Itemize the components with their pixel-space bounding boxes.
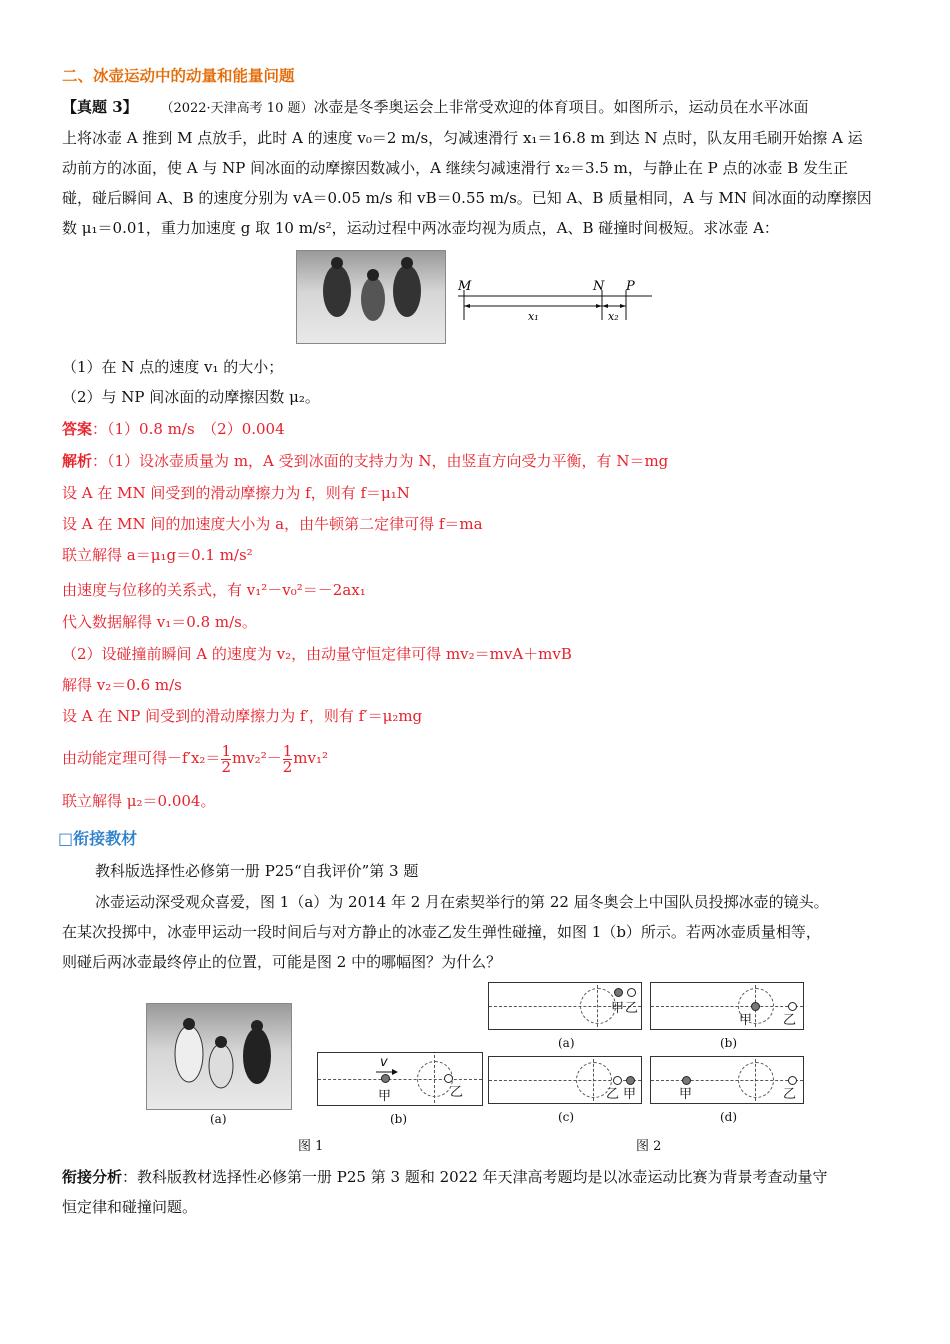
- label-n: N: [593, 279, 605, 294]
- link-analysis-line-1: [62, 1162, 828, 1193]
- fig2a-yi-label: 乙: [625, 1001, 639, 1016]
- fig2a-jia-label: 甲: [611, 1001, 625, 1016]
- fraction-half-2: [282, 741, 293, 776]
- bridge-title: □衔接教材: [58, 829, 138, 848]
- analysis-line-8: 解得 v₂＝0.6 m/s: [62, 676, 182, 694]
- problem-label: 【真题 3】: [62, 98, 138, 116]
- answer-text: ：（1）0.8 m/s （2）0.004: [92, 420, 285, 438]
- analysis-line-10: [62, 736, 328, 780]
- label-x2: x₂: [608, 310, 619, 323]
- bridge-ref: 教科版选择性必修第一册 P25“自我评价”第 3 题: [95, 862, 419, 880]
- fig2c-rink: [488, 1056, 642, 1104]
- fig2c-caption: (c): [558, 1110, 575, 1124]
- fig2d-yi-label: 乙: [783, 1087, 797, 1102]
- fig2d-centerline: [651, 1080, 803, 1081]
- problem-line-4: 碰，碰后瞬间 A、B 的速度分别为 vA＝0.05 m/s 和 vB＝0.55 m/s。已知 A、B 质量相同，A 与 MN 间冰面的动摩擦因: [62, 189, 872, 207]
- mnp-line-diagram: [450, 272, 660, 328]
- fig2c-jia-label: 甲: [623, 1087, 637, 1102]
- fig2d-house: [738, 1062, 774, 1098]
- analysis-line-2: 设 A 在 MN 间受到的滑动摩擦力为 f，则有 f＝μ₁N: [62, 484, 410, 502]
- link-analysis-text-1: ：教科版教材选择性必修第一册 P25 第 3 题和 2022 年天津高考题均是以冰壶运动比赛为背景考查动量守: [122, 1168, 828, 1186]
- question-2: （2）与 NP 间冰面的动摩擦因数 μ₂。: [62, 388, 320, 406]
- link-analysis-line-2: 恒定律和碰撞问题。: [62, 1198, 198, 1216]
- fig1a-photo-figures: [147, 1004, 291, 1109]
- answer-label: 答案: [62, 420, 93, 438]
- label-m: M: [458, 279, 472, 294]
- fig1b-rink: [317, 1052, 483, 1106]
- analysis-text-1: ：（1）设冰壶质量为 m，A 受到冰面的支持力为 N，由竖直方向受力平衡，有 N＝mg: [92, 452, 669, 470]
- analysis-line-1: [62, 446, 668, 477]
- analysis-line-5: 由速度与位移的关系式，有 v₁²－v₀²＝－2ax₁: [62, 581, 366, 599]
- energy-eq-end: mv₁²: [293, 749, 328, 767]
- bridge-para-1: 冰壶运动深受观众喜爱，图 1（a）为 2014 年 2 月在索契举行的第 22 届冬奥会上中国队员投掷冰壶的镜头。: [95, 893, 829, 911]
- curling-photo-figures: [297, 251, 445, 343]
- fig1a-caption: (a): [210, 1112, 227, 1126]
- fig2b-jia-label: 甲: [739, 1013, 753, 1028]
- fig1b-stone-jia: [381, 1074, 390, 1083]
- section-title: 二、冰壶运动中的动量和能量问题: [62, 67, 295, 85]
- bridge-para-2: 在某次投掷中，冰壶甲运动一段时间后与对方静止的冰壶乙发生弹性碰撞，如图 1（b）所示。若两冰壶质量相等，: [62, 923, 821, 941]
- problem-line-5: 数 μ₁＝0.01，重力加速度 g 取 10 m/s²，运动过程中两冰壶均视为质点，A、B 碰撞时间极短。求冰壶 A：: [62, 219, 779, 237]
- fraction-half-1: [221, 741, 231, 776]
- fig2b-caption: (b): [720, 1036, 738, 1050]
- link-analysis-label: 衔接分析: [62, 1168, 123, 1186]
- fig2-caption: 图 2: [636, 1139, 662, 1154]
- fig2b-rink: [650, 982, 804, 1030]
- fig1b-yi-label: 乙: [450, 1085, 464, 1100]
- fig2b-centerline: [651, 1006, 803, 1007]
- curling-photo: [296, 250, 446, 344]
- energy-eq-pre: 由动能定理可得－f′x₂＝: [62, 749, 221, 767]
- fig1b-jia-label: 甲: [378, 1089, 392, 1104]
- fig2a-stone-yi: [627, 988, 636, 997]
- problem-line-2: 上将冰壶 A 推到 M 点放手，此时 A 的速度 v₀＝2 m/s，匀减速滑行 x₁＝16.8 m 到达 N 点时，队友用毛刷开始擦 A 运: [62, 129, 863, 147]
- problem-source: （2022·天津高考 10 题）: [160, 101, 314, 116]
- analysis-line-6: 代入数据解得 v₁＝0.8 m/s。: [62, 613, 257, 631]
- answer-line: [62, 414, 285, 445]
- fraction-num-2: 1: [282, 741, 293, 760]
- fig1b-centerline: [318, 1079, 482, 1080]
- question-1: （1）在 N 点的速度 v₁ 的大小；: [62, 358, 284, 376]
- fig1-caption: 图 1: [298, 1139, 324, 1154]
- fig2b-yi-label: 乙: [783, 1013, 797, 1028]
- problem-line-1: [62, 92, 809, 124]
- fig2c-yi-label: 乙: [606, 1087, 620, 1102]
- fig2d-rink: [650, 1056, 804, 1104]
- analysis-line-7: （2）设碰撞前瞬间 A 的速度为 v₂，由动量守恒定律可得 mv₂＝mvA＋mvB: [62, 645, 572, 663]
- fig2a-rink: [488, 982, 642, 1030]
- fig1b-caption: (b): [390, 1112, 408, 1126]
- fig2d-caption: (d): [720, 1110, 738, 1124]
- analysis-line-4: 联立解得 a＝μ₁g＝0.1 m/s²: [62, 546, 253, 564]
- fraction-den-1: 2: [221, 757, 231, 776]
- label-p: P: [626, 279, 635, 294]
- fig1b-velocity-label: v: [380, 1055, 388, 1070]
- problem-line-3: 动前方的冰面，使 A 与 NP 间冰面的动摩擦因数减小，A 继续匀减速滑行 x₂＝3.5 m，与静止在 P 点的冰壶 B 发生正: [62, 159, 849, 177]
- fig2a-caption: (a): [558, 1036, 575, 1050]
- analysis-line-9: 设 A 在 NP 间受到的滑动摩擦力为 f′，则有 f′＝μ₂mg: [62, 707, 423, 725]
- analysis-line-11: 联立解得 μ₂＝0.004。: [62, 792, 216, 810]
- energy-eq-mid: mv₂²－: [231, 749, 282, 767]
- fig1a-photo: [146, 1003, 292, 1110]
- fig2d-jia-label: 甲: [679, 1087, 693, 1102]
- analysis-line-3: 设 A 在 MN 间的加速度大小为 a，由牛顿第二定律可得 f＝ma: [62, 515, 483, 533]
- problem-text-1: 冰壶是冬季奥运会上非常受欢迎的体育项目。如图所示，运动员在水平冰面: [313, 98, 809, 116]
- fig1b-velocity-arrow: [376, 1069, 398, 1075]
- fraction-den-2: 2: [282, 757, 293, 776]
- fig2b-stone-jia: [751, 1002, 760, 1011]
- fig2a-stone-jia: [614, 988, 623, 997]
- label-x1: x₁: [528, 310, 539, 323]
- bridge-para-3: 则碰后两冰壶最终停止的位置，可能是图 2 中的哪幅图？为什么？: [62, 953, 502, 971]
- analysis-label: 解析: [62, 452, 93, 470]
- fraction-num-1: 1: [221, 741, 231, 760]
